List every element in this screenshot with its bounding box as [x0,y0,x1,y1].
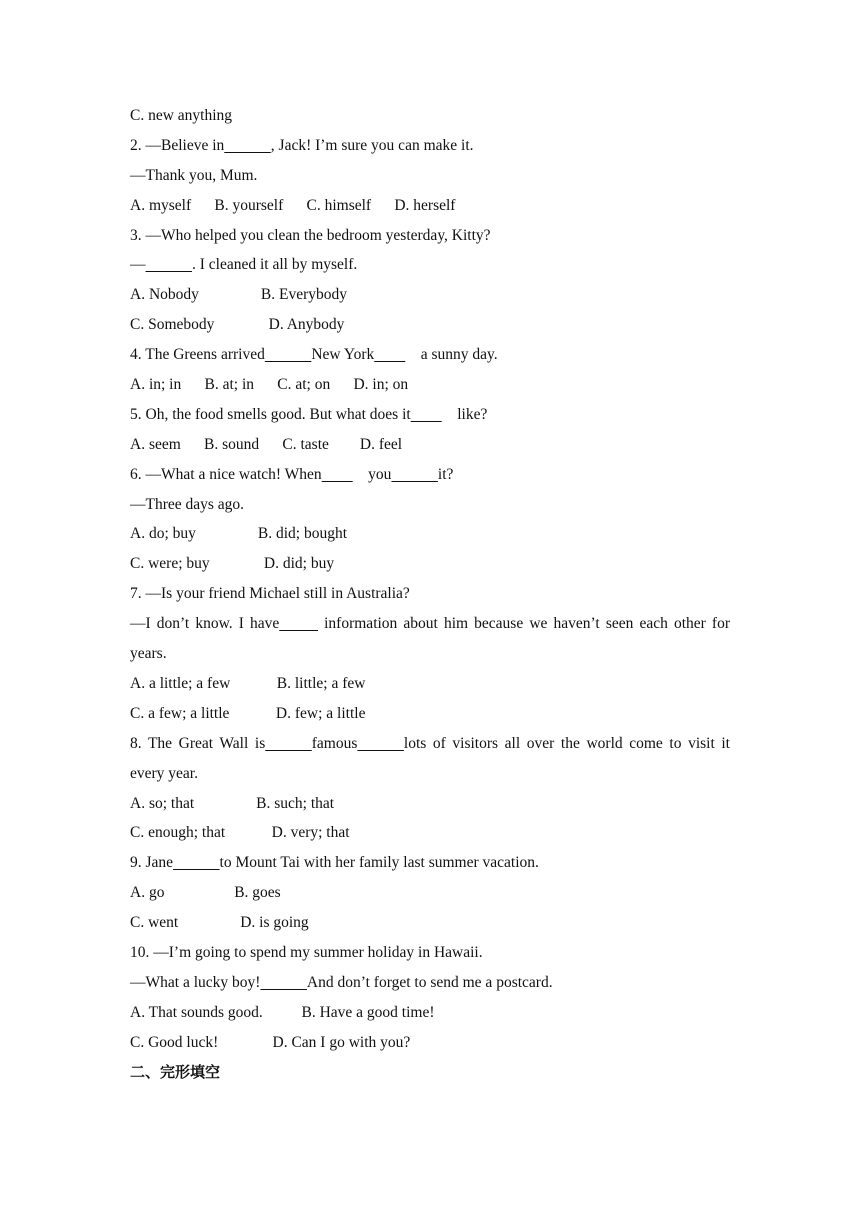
question-9: 9. Jane to Mount Tai with her family last summer vacation. [130,854,539,872]
options-4: A. in; in B. at; in C. at; on D. in; on [130,376,409,394]
options-8-cd: C. enough; that D. very; that [130,824,350,842]
answer-blank [146,256,193,273]
options-3-cd: C. Somebody D. Anybody [130,316,345,334]
answer-blank [322,466,353,483]
answer-blank [265,735,312,752]
answer-blank [374,346,405,363]
dialog-line: —What a lucky boy! And don’t forget to send me a postcard. [130,973,553,991]
question-7: 7. —Is your friend Michael still in Australia? [130,585,410,603]
question-3: 3. —Who helped you clean the bedroom yesterday, Kitty? [130,226,491,244]
options-9-cd: C. went D. is going [130,914,309,932]
answer-blank [357,735,404,752]
question-8: 8. The Great Wall is famous lots of visitors all over the world come to visit it every year. [130,734,730,782]
option-line: C. new anything [130,107,233,124]
options-7-cd: C. a few; a little D. few; a little [130,704,366,722]
question-2: 2. —Believe in , Jack! I’m sure you can make it. [130,136,474,154]
answer-blank [411,406,442,423]
dialog-line-7: —I don’t know. I have information about him because we haven’t seen each other for years. [130,615,730,663]
options-5: A. seem B. sound C. taste D. feel [130,435,403,453]
options-7-ab: A. a little; a few B. little; a few [130,674,366,692]
exercise-content [130,101,730,1087]
options-6-ab: A. do; buy B. did; bought [130,525,348,543]
options-10-ab: A. That sounds good. B. Have a good time! [130,1003,435,1021]
options-6-cd: C. were; buy D. did; buy [130,555,335,573]
dialog-line: —Thank you, Mum. [130,166,258,184]
answer-blank [173,854,220,871]
section-heading: 二、完形填空 [130,1062,221,1081]
answer-blank [260,974,307,991]
dialog-line: —Three days ago. [130,495,245,513]
question-4: 4. The Greens arrived New York a sunny day. [130,346,498,364]
answer-blank [224,137,271,154]
question-5: 5. Oh, the food smells good. But what does it like? [130,405,488,423]
options-10-cd: C. Good luck! D. Can I go with you? [130,1033,411,1051]
options-3-ab: A. Nobody B. Everybody [130,286,347,304]
answer-blank [391,466,438,483]
question-6: 6. —What a nice watch! When you it? [130,465,454,483]
options-2: A. myself B. yourself C. himself D. herself [130,196,456,214]
question-10: 10. —I’m going to spend my summer holiday in Hawaii. [130,944,483,961]
answer-blank [279,615,318,632]
answer-blank [265,346,312,363]
options-8-ab: A. so; that B. such; that [130,794,335,812]
options-9-ab: A. go B. goes [130,884,281,902]
dialog-line: — . I cleaned it all by myself. [130,256,358,274]
